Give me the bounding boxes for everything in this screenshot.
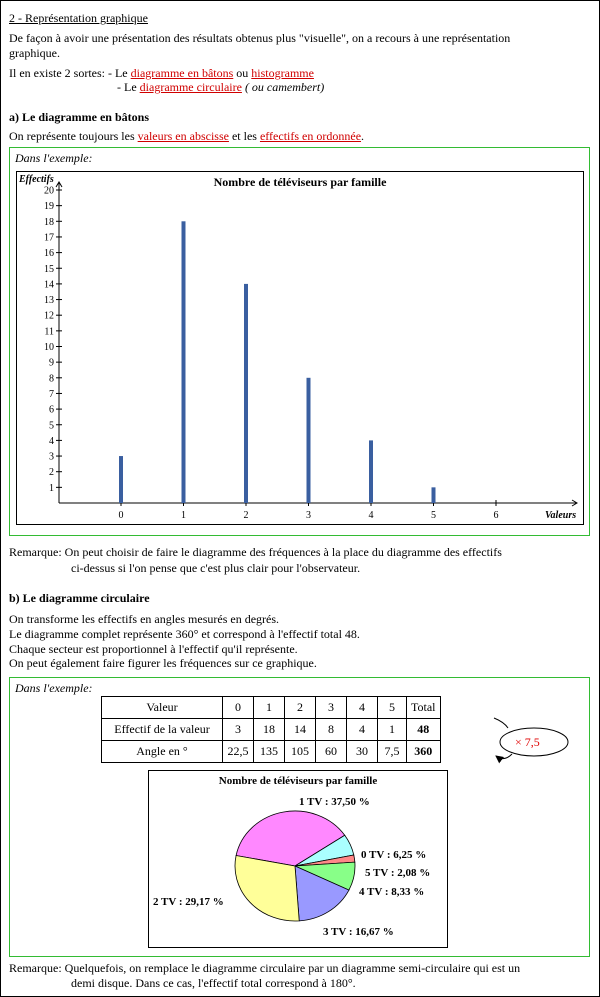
y-tick-label: 19 (44, 201, 54, 213)
bar-chart-xlabel: Valeurs (545, 510, 577, 521)
bar-chart-svg (17, 172, 583, 524)
bar (369, 440, 373, 503)
link-effectifs-ordonnee[interactable]: effectifs en ordonnée (259, 129, 362, 143)
link-valeurs-abscisse[interactable]: valeurs en abscisse (137, 129, 229, 143)
y-tick-label: 9 (49, 357, 54, 369)
table-cell: 8 (316, 719, 347, 741)
pie-label: 3 TV : 16,67 % (323, 926, 394, 938)
heading-circulaire: b) Le diagramme circulaire (9, 591, 150, 605)
table-cell: 1 (378, 719, 407, 741)
y-tick-label: 12 (44, 310, 54, 322)
y-tick-label: 11 (44, 326, 54, 338)
table-cell: Effectif de la valeur (102, 719, 223, 741)
table-cell: 30 (347, 741, 378, 763)
multiplier-label: × 7,5 (515, 735, 540, 749)
table-row (102, 719, 441, 741)
y-tick-label: 3 (49, 451, 54, 463)
y-tick-label: 6 (49, 404, 54, 416)
table-cell: 60 (316, 741, 347, 763)
desc-end: . (361, 129, 365, 143)
pie-label: 0 TV : 6,25 % (361, 849, 427, 861)
circulaire-line-2: Le diagramme complet représente 360° et correspond à l'effectif total 48. (9, 627, 360, 641)
camembert-text: ( ou camembert) (241, 80, 325, 94)
angle-table (101, 696, 441, 763)
y-tick-label: 20 (44, 185, 54, 197)
table-cell-total: 360 (407, 741, 441, 763)
x-tick-label: 0 (118, 510, 124, 521)
table-cell: 4 (347, 697, 378, 719)
y-tick-label: 1 (49, 482, 54, 494)
table-cell: 135 (254, 741, 285, 763)
pie-label: 4 TV : 8,33 % (359, 886, 425, 898)
y-tick-label: 16 (44, 248, 54, 260)
table-cell: 3 (223, 719, 254, 741)
table-cell: Angle en ° (102, 741, 223, 763)
arrow-line (496, 754, 512, 759)
pie-chart (148, 770, 448, 948)
table-cell: 2 (285, 697, 316, 719)
table-cell: 18 (254, 719, 285, 741)
y-tick-label: 13 (44, 295, 54, 307)
remark1-line-2: ci-dessus si l'on pense que c'est plus clair pour l'observateur. (71, 561, 361, 575)
table-cell: 14 (285, 719, 316, 741)
heading-batons: a) Le diagramme en bâtons (9, 110, 149, 124)
intro-line-2: graphique. (9, 46, 60, 60)
x-tick-label: 1 (181, 510, 186, 521)
x-tick-label: 5 (431, 510, 436, 521)
table-cell: Total (407, 697, 441, 719)
y-tick-label: 17 (44, 232, 54, 244)
intro-sorts-line (9, 66, 314, 80)
y-tick-label: 4 (49, 435, 54, 447)
table-cell: 1 (254, 697, 285, 719)
y-tick-label: 15 (44, 263, 54, 275)
x-tick-label: 2 (243, 510, 249, 521)
desc-mid: et les (228, 129, 260, 143)
example-label-batons: Dans l'exemple: (15, 151, 93, 165)
pie-label: 5 TV : 2,08 % (365, 867, 431, 879)
y-tick-label: 2 (49, 467, 54, 479)
batons-description (9, 129, 364, 143)
link-diagramme-circulaire[interactable]: diagramme circulaire (139, 80, 242, 94)
table-row (102, 697, 441, 719)
y-tick-label: 8 (49, 373, 54, 385)
bar (182, 221, 186, 503)
table-cell-total: 48 (407, 719, 441, 741)
remark2-line-1: Remarque: Quelquefois, on remplace le diagramme circulaire par un diagramme semi-circulaire qui est un (9, 961, 521, 975)
pie-label: 1 TV : 37,50 % (299, 796, 370, 808)
bar (307, 378, 311, 503)
y-tick-label: 10 (44, 342, 54, 353)
x-tick-label: 6 (493, 510, 499, 521)
x-tick-label: 3 (306, 510, 311, 521)
bar (432, 487, 436, 503)
connector-line (494, 718, 508, 728)
desc-prefix: On représente toujours les (9, 129, 138, 143)
remark1-line-1: Remarque: On peut choisir de faire le diagramme des fréquences à la place du diagramme des effectifs (9, 545, 502, 559)
circulaire-line-1: On transforme les effectifs en angles mesurés en degrés. (9, 612, 280, 626)
pie-label: 2 TV : 29,17 % (153, 896, 224, 908)
bar-chart-ylabel: Effectifs (19, 174, 54, 185)
pie-chart-title: Nombre de téléviseurs par famille (218, 775, 378, 787)
intro-second-line (117, 80, 324, 94)
y-tick-label: 18 (44, 216, 54, 228)
intro-line-1: De façon à avoir une présentation des résultats obtenus plus "visuelle", on a recours à une représentation (9, 31, 511, 45)
table-cell: 105 (285, 741, 316, 763)
remark2-line-2: demi disque. Dans ce cas, l'effectif total correspond à 180°. (71, 976, 356, 990)
bar-chart (16, 171, 584, 525)
section-title: 2 - Représentation graphique (9, 11, 148, 25)
bar (119, 456, 123, 503)
second-prefix: - Le (117, 80, 140, 94)
table-row (102, 741, 441, 763)
pie-slice (235, 856, 299, 921)
example-label-circulaire: Dans l'exemple: (15, 681, 93, 695)
link-histogramme[interactable]: histogramme (251, 66, 314, 80)
table-cell: 22,5 (223, 741, 254, 763)
table-cell: 0 (223, 697, 254, 719)
circulaire-line-4: On peut également faire figurer les fréquences sur ce graphique. (9, 656, 317, 670)
y-tick-label: 14 (44, 279, 54, 291)
bar (244, 284, 248, 503)
pie-chart-svg (149, 771, 447, 947)
y-tick-label: 5 (49, 420, 54, 432)
x-tick-label: 4 (368, 510, 374, 521)
table-cell: 4 (347, 719, 378, 741)
table-cell: 3 (316, 697, 347, 719)
sorts-prefix: Il en existe 2 sortes: - Le (9, 66, 131, 80)
y-tick-label: 7 (49, 388, 54, 400)
link-diagramme-batons[interactable]: diagramme en bâtons (130, 66, 234, 80)
circulaire-line-3: Chaque secteur est proportionnel à l'effectif qu'il représente. (9, 642, 298, 656)
bar-chart-title: Nombre de téléviseurs par famille (213, 175, 387, 189)
ou-text: ou (233, 66, 252, 80)
table-cell: Valeur (102, 697, 223, 719)
table-cell: 7,5 (378, 741, 407, 763)
table-cell: 5 (378, 697, 407, 719)
